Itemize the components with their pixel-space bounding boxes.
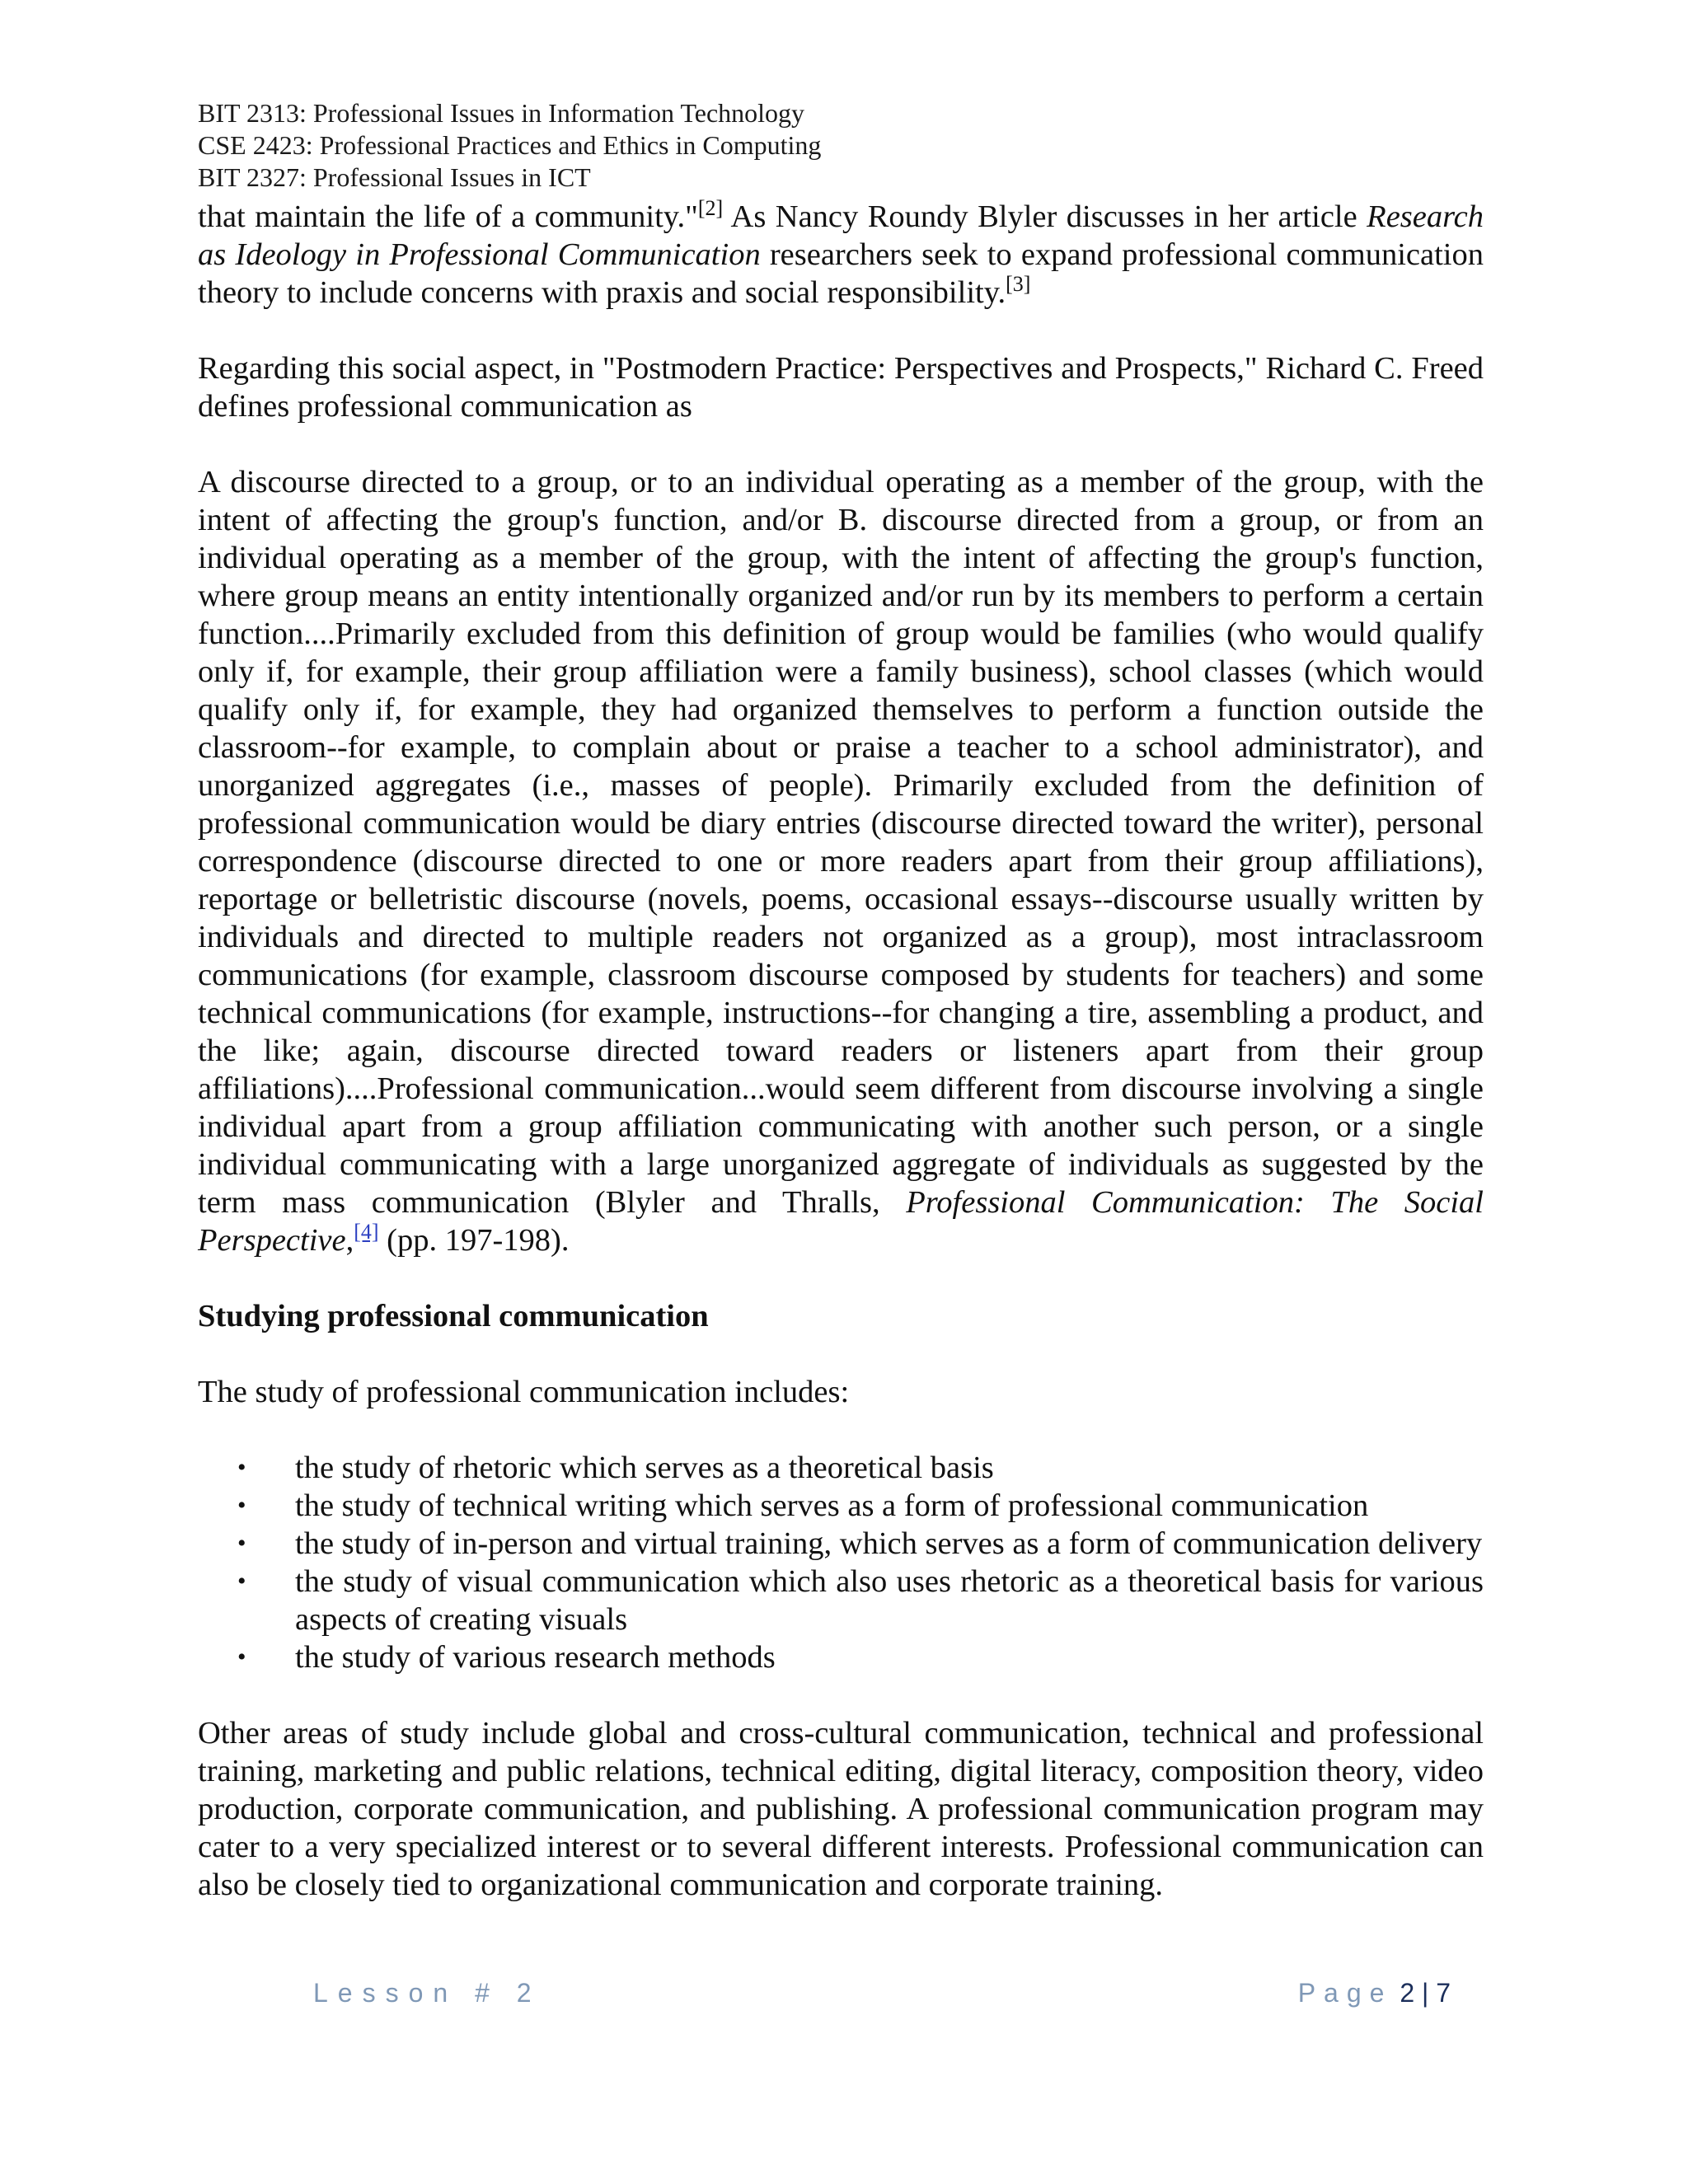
page-number xyxy=(1298,1978,1451,2008)
citation-2: [2] xyxy=(697,196,724,221)
header-course-bit2313: BIT 2313: Professional Issues in Information Technology xyxy=(198,98,805,128)
article-title: Research as Ideology in Professional Communication xyxy=(198,199,1484,272)
document-body xyxy=(198,198,1484,1942)
study-intro: The study of professional communication includes: xyxy=(198,1375,850,1409)
bullet-icon: • xyxy=(237,1454,246,1481)
list-item: • the study of technical writing which serves as a form of professional communication xyxy=(237,1488,1369,1523)
running-header xyxy=(198,97,821,194)
list-item: • the study of visual communication which also uses rhetoric as a theoretical basis for various aspects of creating visuals xyxy=(237,1564,1484,1637)
study-list xyxy=(198,1449,1484,1676)
page-count: 2 | 7 xyxy=(1400,1978,1451,2008)
paragraph-blyler: that maintain the life of a community."[2] As Nancy Roundy Blyler discusses in her article Research as Ideology in Professional Communication researchers seek to expand professional communication theory to include concerns with praxis and social responsibility.[3] xyxy=(198,196,1484,310)
header-course-bit2327: BIT 2327: Professional Issues in ICT xyxy=(198,162,591,192)
paragraph-freed: Regarding this social aspect, in "Postmodern Practice: Perspectives and Prospects," Richard C. Freed defines professional communication as xyxy=(198,351,1484,424)
lesson-label: Lesson # 2 xyxy=(313,1978,542,2008)
bullet-icon: • xyxy=(237,1568,246,1595)
citation-3: [3] xyxy=(1006,272,1031,297)
page-footer xyxy=(313,1978,1451,2011)
list-item: • the study of rhetoric which serves as a theoretical basis xyxy=(237,1451,994,1485)
list-item: • the study of in-person and virtual training, which serves as a form of communication delivery xyxy=(237,1526,1483,1561)
header-course-cse2423: CSE 2423: Professional Practices and Ethics in Computing xyxy=(198,130,822,160)
bullet-icon: • xyxy=(237,1492,246,1519)
bullet-icon: • xyxy=(237,1643,246,1671)
bullet-icon: • xyxy=(237,1530,246,1557)
book-title: Professional Communication: The Social Perspective xyxy=(198,1185,1484,1258)
citation-4-link[interactable]: [4] xyxy=(354,1220,379,1244)
section-heading: Studying professional communication xyxy=(198,1299,709,1333)
list-item: • the study of various research methods xyxy=(237,1640,776,1675)
definition-quote: A discourse directed to a group, or to an individual operating as a member of the group, with the intent of affecting the group's function, and/or B. discourse directed from a group, or from an individual operating as a member of the group, with the intent of affecting the group's function, where group means an entity intentionally organized and/or run by its members to perform a certain function....Primarily excluded from this definition of group would be families (who would qualify only if, for example, their group affiliation were a family business), school classes (which would qualify only if, for example, they had organized themselves to perform a function outside the classroom--for example, to complain about or praise a teacher to a school administrator), and unorganized aggregates (i.e., masses of people). Primarily excluded from the definition of professional communication would be diary entries (discourse directed toward the writer), personal correspondence (discourse directed to one or more readers apart from their group affiliations), reportage or belletristic discourse (novels, poems, occasional essays--discourse usually written by individuals and directed to multiple readers not organized as a group), most intraclassroom communications (for example, classroom discourse composed by students for teachers) and some technical communications (for example, instructions--for changing a tire, assembling a product, and the like; again, discourse directed toward readers or listeners apart from their group affiliations)....Professional communication...would seem different from discourse involving a single individual apart from a group affiliation communicating with another such person, or a single individual communicating with a large unorganized aggregate of individuals as suggested by the term mass communication (Blyler and Thralls, Professional Communication: The Social Perspective,[4] (pp. 197-198). xyxy=(198,465,1484,1258)
page-word: Page xyxy=(1297,1978,1393,2008)
paragraph-other-areas: Other areas of study include global and cross-cultural communication, technical and professional training, marketing and public relations, technical editing, digital literacy, composition theory, video production, corporate communication, and publishing. A professional communication program may cater to a very specialized interest or to several different interests. Professional communication can also be closely tied to organizational communication and corporate training. xyxy=(198,1716,1484,1902)
